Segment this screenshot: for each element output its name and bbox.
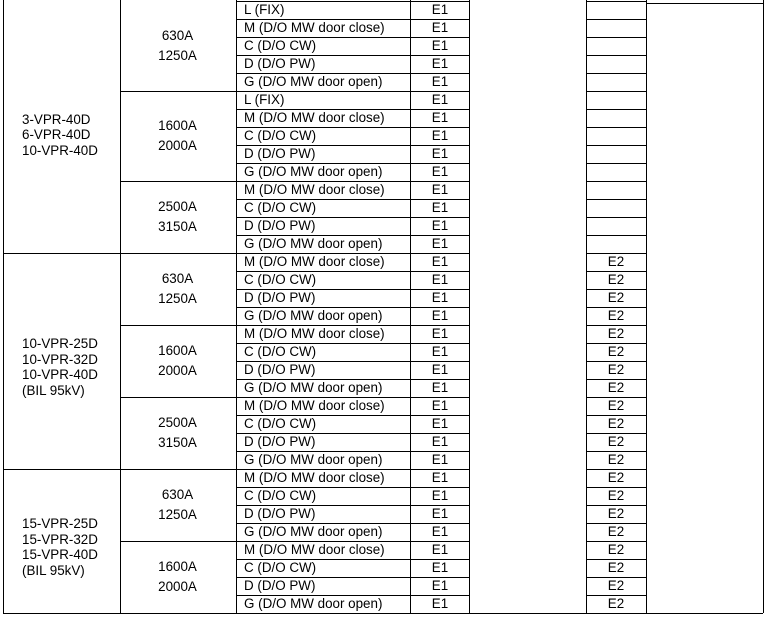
breaker-type-cell: C (D/O CW) xyxy=(244,128,317,143)
e2-cell: E2 xyxy=(607,488,625,503)
rating-cell: 1600A 2000A xyxy=(158,118,197,153)
breaker-type-cell: C (D/O CW) xyxy=(244,488,317,503)
e2-cell: E2 xyxy=(607,344,625,359)
e1-cell: E1 xyxy=(431,164,449,179)
breaker-type-cell: G (D/O MW door open) xyxy=(244,74,383,89)
model-group-cell: 15-VPR-25D 15-VPR-32D 15-VPR-40D (BIL 95kV) xyxy=(22,516,98,578)
row-divider xyxy=(586,217,646,218)
rating-cell: 1600A 2000A xyxy=(158,559,197,594)
rating-cell: 630A 1250A xyxy=(158,271,197,306)
breaker-type-cell: M (D/O MW door close) xyxy=(244,326,385,341)
e1-cell: E1 xyxy=(431,380,449,395)
e1-cell: E1 xyxy=(431,470,449,485)
e1-cell: E1 xyxy=(431,254,449,269)
rating-divider xyxy=(120,253,236,254)
e2-cell: E2 xyxy=(607,470,625,485)
table-right-border xyxy=(763,0,764,613)
breaker-type-cell: D (D/O PW) xyxy=(244,506,316,521)
breaker-type-cell: C (D/O CW) xyxy=(244,38,317,53)
breaker-type-cell: D (D/O PW) xyxy=(244,56,316,71)
e2-cell: E2 xyxy=(607,254,625,269)
e2-cell: E2 xyxy=(607,380,625,395)
breaker-type-cell: C (D/O CW) xyxy=(244,200,317,215)
e2-cell: E2 xyxy=(607,524,625,539)
rating-cell: 630A 1250A xyxy=(158,28,197,63)
row-divider xyxy=(646,3,763,4)
e1-cell: E1 xyxy=(431,182,449,197)
rating-divider xyxy=(120,91,236,92)
rating-divider xyxy=(120,181,236,182)
e1-cell: E1 xyxy=(431,110,449,125)
e1-cell: E1 xyxy=(431,218,449,233)
row-divider xyxy=(410,1,469,2)
row-divider xyxy=(236,1,410,2)
breaker-type-cell: D (D/O PW) xyxy=(244,362,316,377)
e1-cell: E1 xyxy=(431,326,449,341)
table-bottom-border xyxy=(3,613,763,614)
e2-cell: E2 xyxy=(607,362,625,377)
e2-cell: E2 xyxy=(607,596,625,611)
rating-divider xyxy=(120,397,236,398)
rating-cell: 630A 1250A xyxy=(158,487,197,522)
column-divider xyxy=(120,0,121,613)
e1-cell: E1 xyxy=(431,524,449,539)
breaker-type-cell: G (D/O MW door open) xyxy=(244,452,383,467)
e1-cell: E1 xyxy=(431,488,449,503)
e1-cell: E1 xyxy=(431,128,449,143)
table-left-border xyxy=(3,0,4,613)
breaker-type-cell: C (D/O CW) xyxy=(244,272,317,287)
breaker-type-cell: G (D/O MW door open) xyxy=(244,596,383,611)
e1-cell: E1 xyxy=(431,290,449,305)
column-divider xyxy=(236,0,237,613)
e1-cell: E1 xyxy=(431,236,449,251)
e2-cell: E2 xyxy=(607,272,625,287)
rating-divider xyxy=(120,469,236,470)
column-divider xyxy=(646,0,647,613)
breaker-type-cell: G (D/O MW door open) xyxy=(244,524,383,539)
e1-cell: E1 xyxy=(431,2,449,17)
breaker-type-cell: C (D/O CW) xyxy=(244,560,317,575)
model-group-cell: 3-VPR-40D 6-VPR-40D 10-VPR-40D xyxy=(22,111,98,158)
e1-cell: E1 xyxy=(431,596,449,611)
group-divider xyxy=(3,253,120,254)
rating-cell: 2500A 3150A xyxy=(158,199,197,234)
e2-cell: E2 xyxy=(607,326,625,341)
e1-cell: E1 xyxy=(431,20,449,35)
breaker-type-cell: G (D/O MW door open) xyxy=(244,308,383,323)
row-divider xyxy=(586,127,646,128)
breaker-type-cell: L (FIX) xyxy=(244,92,285,107)
row-divider xyxy=(586,37,646,38)
breaker-type-cell: D (D/O PW) xyxy=(244,218,316,233)
e2-cell: E2 xyxy=(607,560,625,575)
row-divider xyxy=(586,91,646,92)
breaker-type-cell: G (D/O MW door open) xyxy=(244,380,383,395)
model-group-cell: 10-VPR-25D 10-VPR-32D 10-VPR-40D (BIL 95kV) xyxy=(22,336,98,398)
rating-divider xyxy=(120,541,236,542)
breaker-type-cell: M (D/O MW door close) xyxy=(244,110,385,125)
e1-cell: E1 xyxy=(431,362,449,377)
breaker-type-cell: D (D/O PW) xyxy=(244,578,316,593)
rating-cell: 2500A 3150A xyxy=(158,415,197,450)
e1-cell: E1 xyxy=(431,146,449,161)
breaker-type-cell: M (D/O MW door close) xyxy=(244,398,385,413)
e1-cell: E1 xyxy=(431,74,449,89)
row-divider xyxy=(586,19,646,20)
row-divider xyxy=(586,145,646,146)
e1-cell: E1 xyxy=(431,38,449,53)
column-divider xyxy=(586,0,587,613)
e2-cell: E2 xyxy=(607,434,625,449)
e2-cell: E2 xyxy=(607,416,625,431)
e1-cell: E1 xyxy=(431,506,449,521)
e1-cell: E1 xyxy=(431,272,449,287)
row-divider xyxy=(586,181,646,182)
rating-cell: 1600A 2000A xyxy=(158,343,197,378)
breaker-type-cell: C (D/O CW) xyxy=(244,416,317,431)
breaker-type-cell: M (D/O MW door close) xyxy=(244,182,385,197)
e1-cell: E1 xyxy=(431,308,449,323)
column-divider xyxy=(410,0,411,613)
e2-cell: E2 xyxy=(607,578,625,593)
e1-cell: E1 xyxy=(431,578,449,593)
e1-cell: E1 xyxy=(431,92,449,107)
row-divider xyxy=(586,73,646,74)
row-divider xyxy=(586,55,646,56)
e2-cell: E2 xyxy=(607,398,625,413)
e2-cell: E2 xyxy=(607,542,625,557)
group-divider xyxy=(3,469,120,470)
breaker-type-cell: G (D/O MW door open) xyxy=(244,164,383,179)
row-divider xyxy=(586,1,646,2)
e1-cell: E1 xyxy=(431,344,449,359)
e2-cell: E2 xyxy=(607,308,625,323)
column-divider xyxy=(469,0,470,613)
breaker-type-cell: M (D/O MW door close) xyxy=(244,20,385,35)
row-divider xyxy=(586,109,646,110)
breaker-type-cell: M (D/O MW door close) xyxy=(244,542,385,557)
breaker-type-cell: D (D/O PW) xyxy=(244,146,316,161)
e1-cell: E1 xyxy=(431,542,449,557)
row-divider xyxy=(586,199,646,200)
e1-cell: E1 xyxy=(431,416,449,431)
e1-cell: E1 xyxy=(431,56,449,71)
breaker-type-cell: G (D/O MW door open) xyxy=(244,236,383,251)
breaker-type-cell: D (D/O PW) xyxy=(244,290,316,305)
breaker-type-cell: D (D/O PW) xyxy=(244,434,316,449)
e2-cell: E2 xyxy=(607,290,625,305)
e2-cell: E2 xyxy=(607,452,625,467)
e2-cell: E2 xyxy=(607,506,625,521)
e1-cell: E1 xyxy=(431,398,449,413)
e1-cell: E1 xyxy=(431,560,449,575)
rating-divider xyxy=(120,325,236,326)
breaker-type-cell: L (FIX) xyxy=(244,2,285,17)
e1-cell: E1 xyxy=(431,452,449,467)
row-divider xyxy=(586,163,646,164)
e1-cell: E1 xyxy=(431,200,449,215)
e1-cell: E1 xyxy=(431,434,449,449)
breaker-type-cell: M (D/O MW door close) xyxy=(244,254,385,269)
breaker-type-cell: M (D/O MW door close) xyxy=(244,470,385,485)
breaker-type-cell: C (D/O CW) xyxy=(244,344,317,359)
row-divider xyxy=(586,235,646,236)
